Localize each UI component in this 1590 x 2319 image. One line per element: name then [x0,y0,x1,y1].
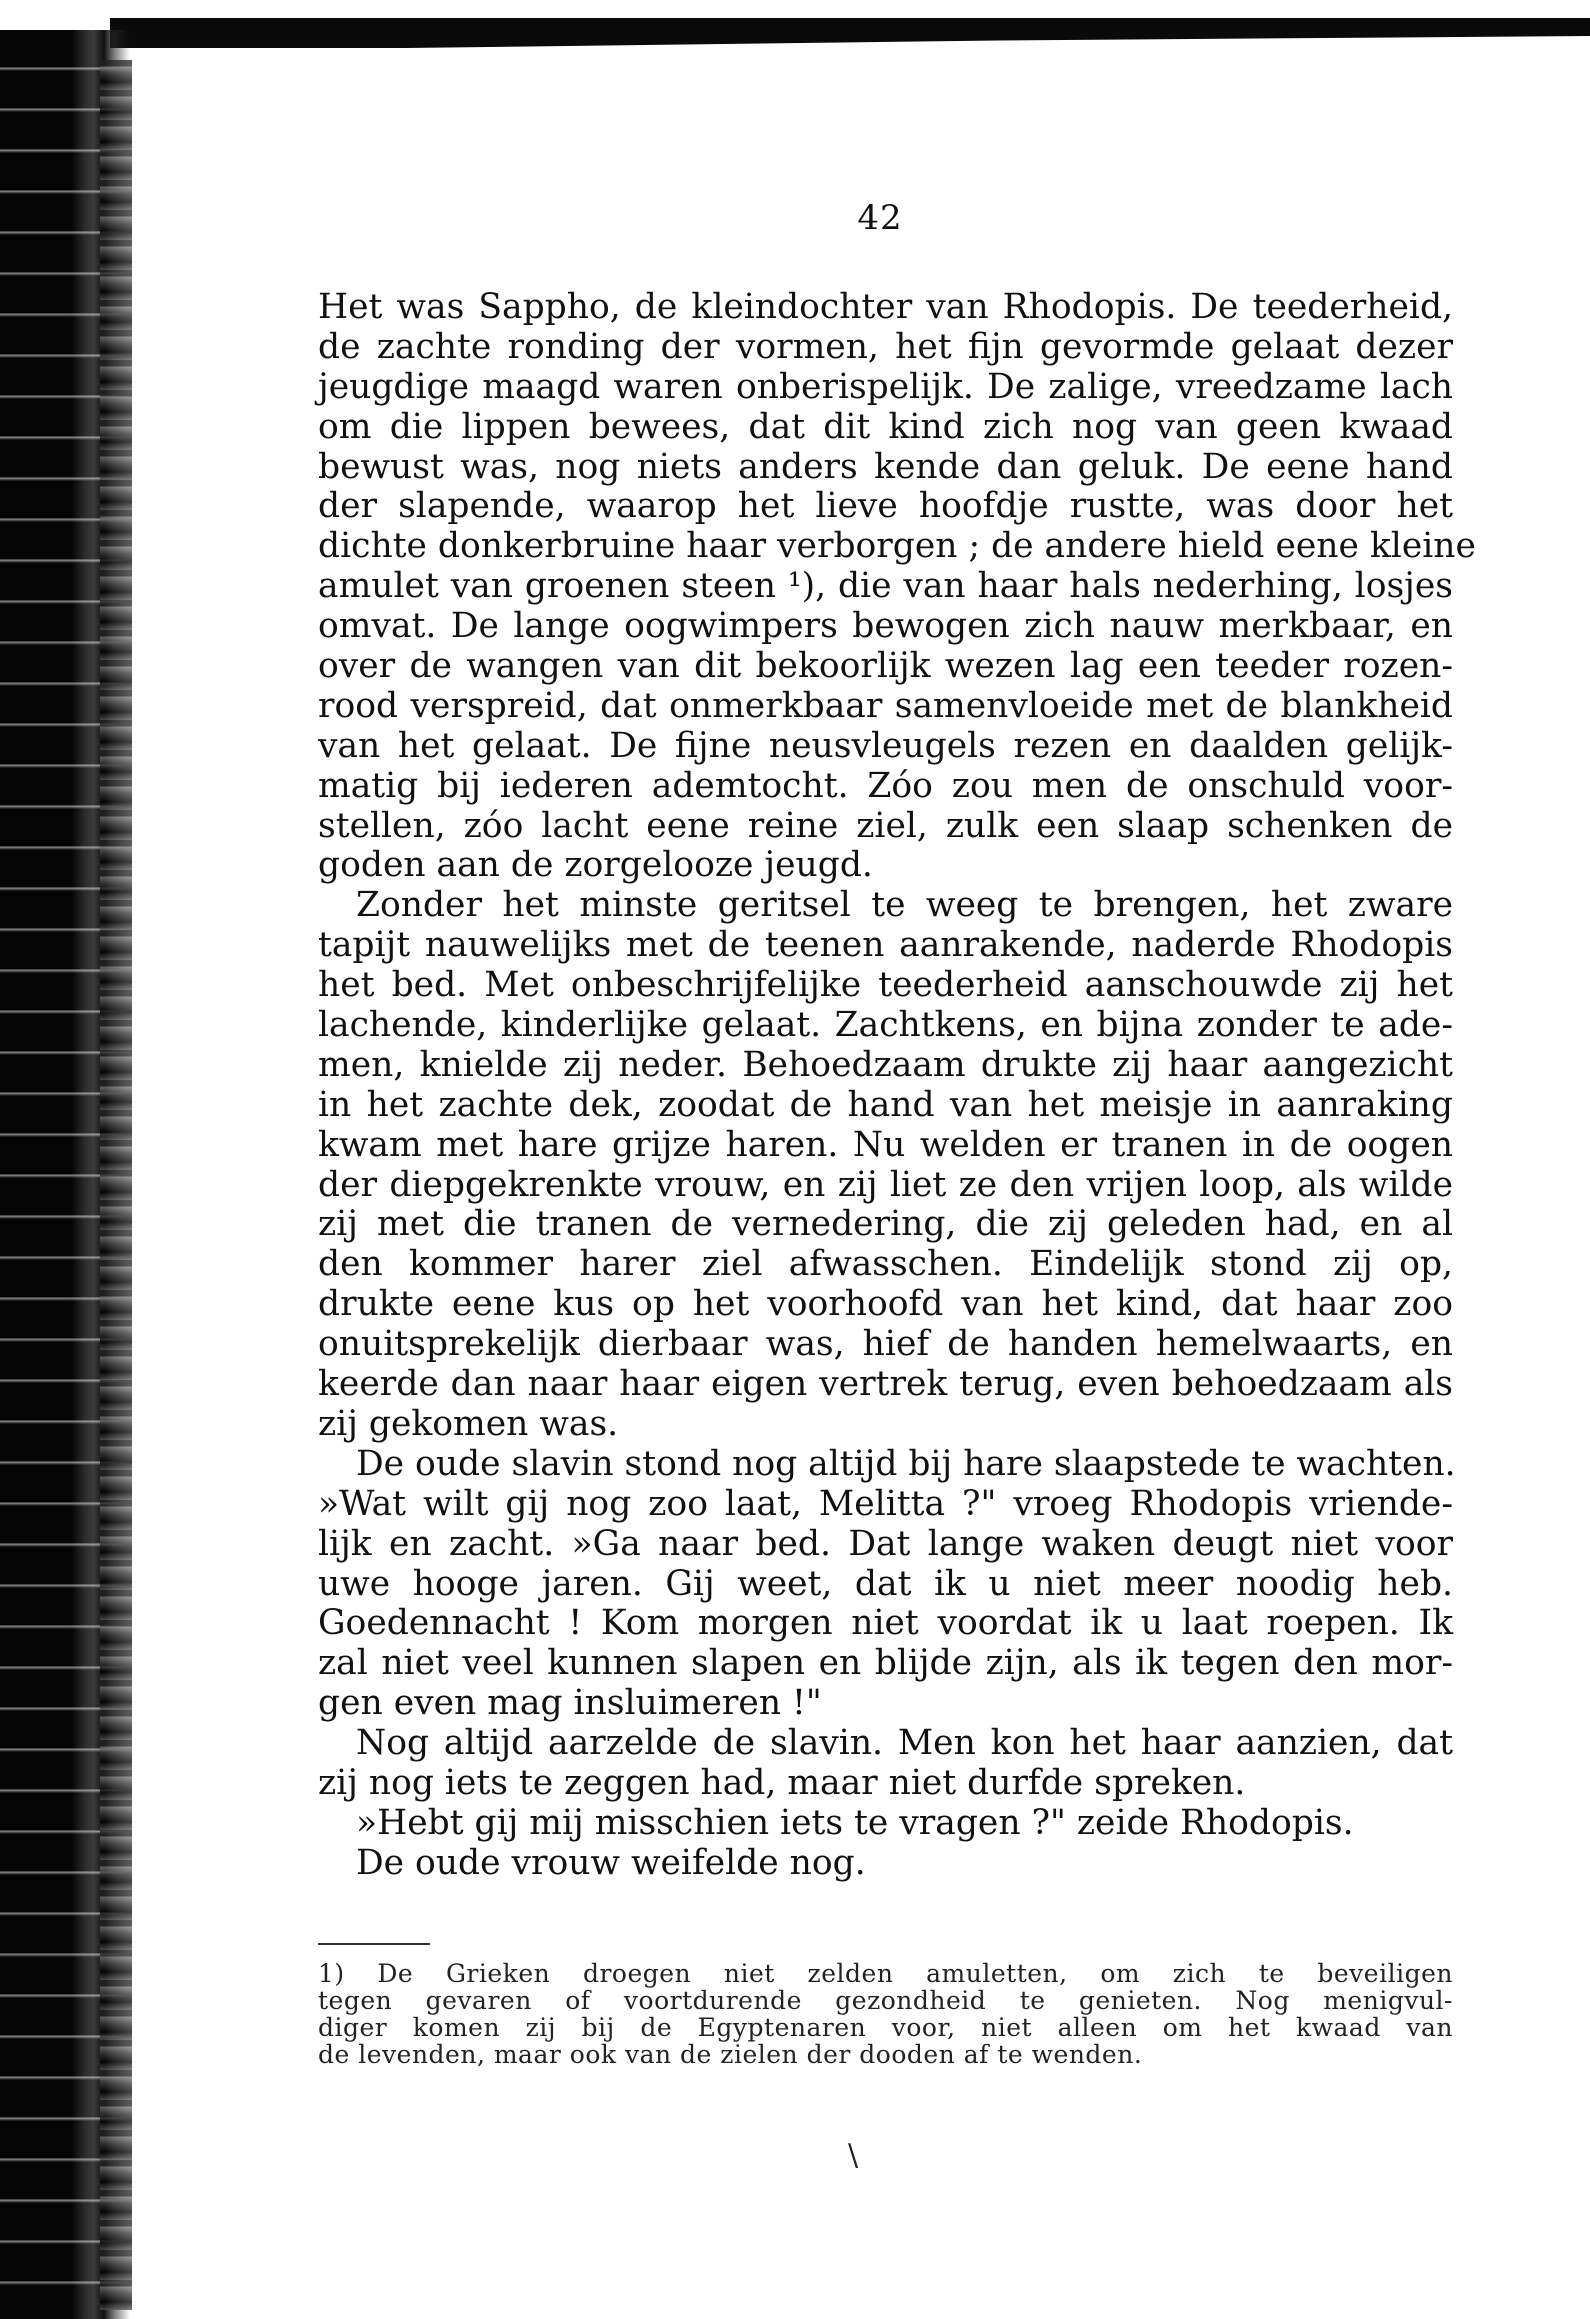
text-line: in het zachte dek, zoodat de hand van het meisje in aanraking [318,1084,1453,1125]
text-line: dichte donkerbruine haar verborgen ; de andere hield eene kleine [318,526,1476,567]
text-line: »Hebt gij mij misschien iets te vragen ?" zeide Rhodopis. [356,1802,1354,1843]
text-line: zij gekomen was. [318,1403,619,1444]
text-line: Goedennacht ! Kom morgen niet voordat ik u laat roepen. Ik [318,1603,1453,1644]
text-line: bewust was, nog niets anders kende dan geluk. De eene hand [318,446,1453,487]
text-line: lijk en zacht. »Ga naar bed. Dat lange waken deugt niet voor [318,1523,1453,1564]
text-line: rood verspreid, dat onmerkbaar samenvloeide met de blankheid [318,685,1453,726]
text-line: der slapende, waarop het lieve hoofdje rustte, was door het [318,486,1453,527]
text-line: zij met die tranen de vernedering, die zij geleden had, en al [318,1204,1453,1245]
text-line: het bed. Met onbeschrijfelijke teederheid aanschouwde zij het [318,965,1453,1006]
footnote-separator [318,1943,430,1945]
footnote [318,1960,1453,2068]
text-line: zal niet veel kunnen slapen en blijde zijn, als ik tegen den mor- [318,1643,1453,1684]
text-line: De oude slavin stond nog altijd bij hare slaapstede te wachten. [356,1443,1456,1484]
text-line: Het was Sappho, de kleindochter van Rhodopis. De teederheid, [318,287,1453,327]
text-line: der diepgekrenkte vrouw, en zij liet ze den vrijen loop, als wilde [318,1164,1453,1205]
text-line: De oude vrouw weifelde nog. [356,1842,866,1883]
text-line: lachende, kinderlijke gelaat. Zachtkens, en bijna zonder te ade- [318,1005,1453,1046]
text-line: drukte eene kus op het voorhoofd van het kind, dat haar zoo [318,1284,1453,1325]
scan-binding-edge [100,60,132,2310]
text-line: gen even mag insluimeren !" [318,1683,822,1724]
text-line: uwe hooge jaren. Gij weet, dat ik u niet meer noodig heb. [318,1563,1453,1604]
text-line: onuitsprekelijk dierbaar was, hief de handen hemelwaarts, en [318,1324,1453,1365]
text-line: stellen, zóo lacht eene reine ziel, zulk een slaap schenken de [318,805,1453,846]
page-number: 42 [857,198,903,238]
text-line: zij nog iets te zeggen had, maar niet durfde spreken. [318,1762,1246,1803]
text-line: men, knielde zij neder. Behoedzaam drukte zij haar aangezicht [318,1044,1453,1085]
text-line: omvat. De lange oogwimpers bewogen zich nauw merkbaar, en [318,606,1453,647]
text-line: tapijt nauwelijks met de teenen aanrakende, naderde Rhodopis [318,925,1453,966]
footnote-line: 1) De Grieken droegen niet zelden amuletten, om zich te beveiligen [318,1959,1453,1988]
footnote-line: diger komen zij bij de Egyptenaren voor, niet alleen om het kwaad van [318,2013,1453,2042]
text-line: Zonder het minste geritsel te weeg te brengen, het zware [356,885,1453,926]
bottom-mark: \ [848,2138,859,2173]
scan-top-edge [110,18,1590,48]
text-line: Nog altijd aarzelde de slavin. Men kon het haar aanzien, dat [356,1723,1453,1764]
text-line: matig bij iederen ademtocht. Zóo zou men de onschuld voor- [318,765,1453,806]
text-line: den kommer harer ziel afwasschen. Eindelijk stond zij op, [318,1244,1453,1285]
text-line: keerde dan naar haar eigen vertrek terug, even behoedzaam als [318,1364,1453,1405]
footnote-line: tegen gevaren of voortdurende gezondheid te genieten. Nog menigvul- [318,1986,1453,2015]
text-line: goden aan de zorgelooze jeugd. [318,845,873,886]
text-line: »Wat wilt gij nog zoo laat, Melitta ?" vroeg Rhodopis vriende- [318,1483,1453,1524]
footnote-line: de levenden, maar ook van de zielen der dooden af te wenden. [318,2040,1143,2069]
text-line: amulet van groenen steen ¹), die van haar hals nederhing, losjes [318,566,1453,607]
text-line: de zachte ronding der vormen, het fijn gevormde gelaat dezer [318,326,1453,367]
text-line: over de wangen van dit bekoorlijk wezen lag een teeder rozen- [318,646,1453,687]
body-text [318,287,1476,1884]
text-line: kwam met hare grijze haren. Nu welden er tranen in de oogen [318,1124,1453,1165]
text-line: om die lippen bewees, dat dit kind zich nog van geen kwaad [318,406,1453,447]
text-line: jeugdige maagd waren onberispelijk. De zalige, vreedzame lach [318,366,1453,407]
text-line: van het gelaat. De fijne neusvleugels rezen en daalden gelijk- [318,725,1453,766]
